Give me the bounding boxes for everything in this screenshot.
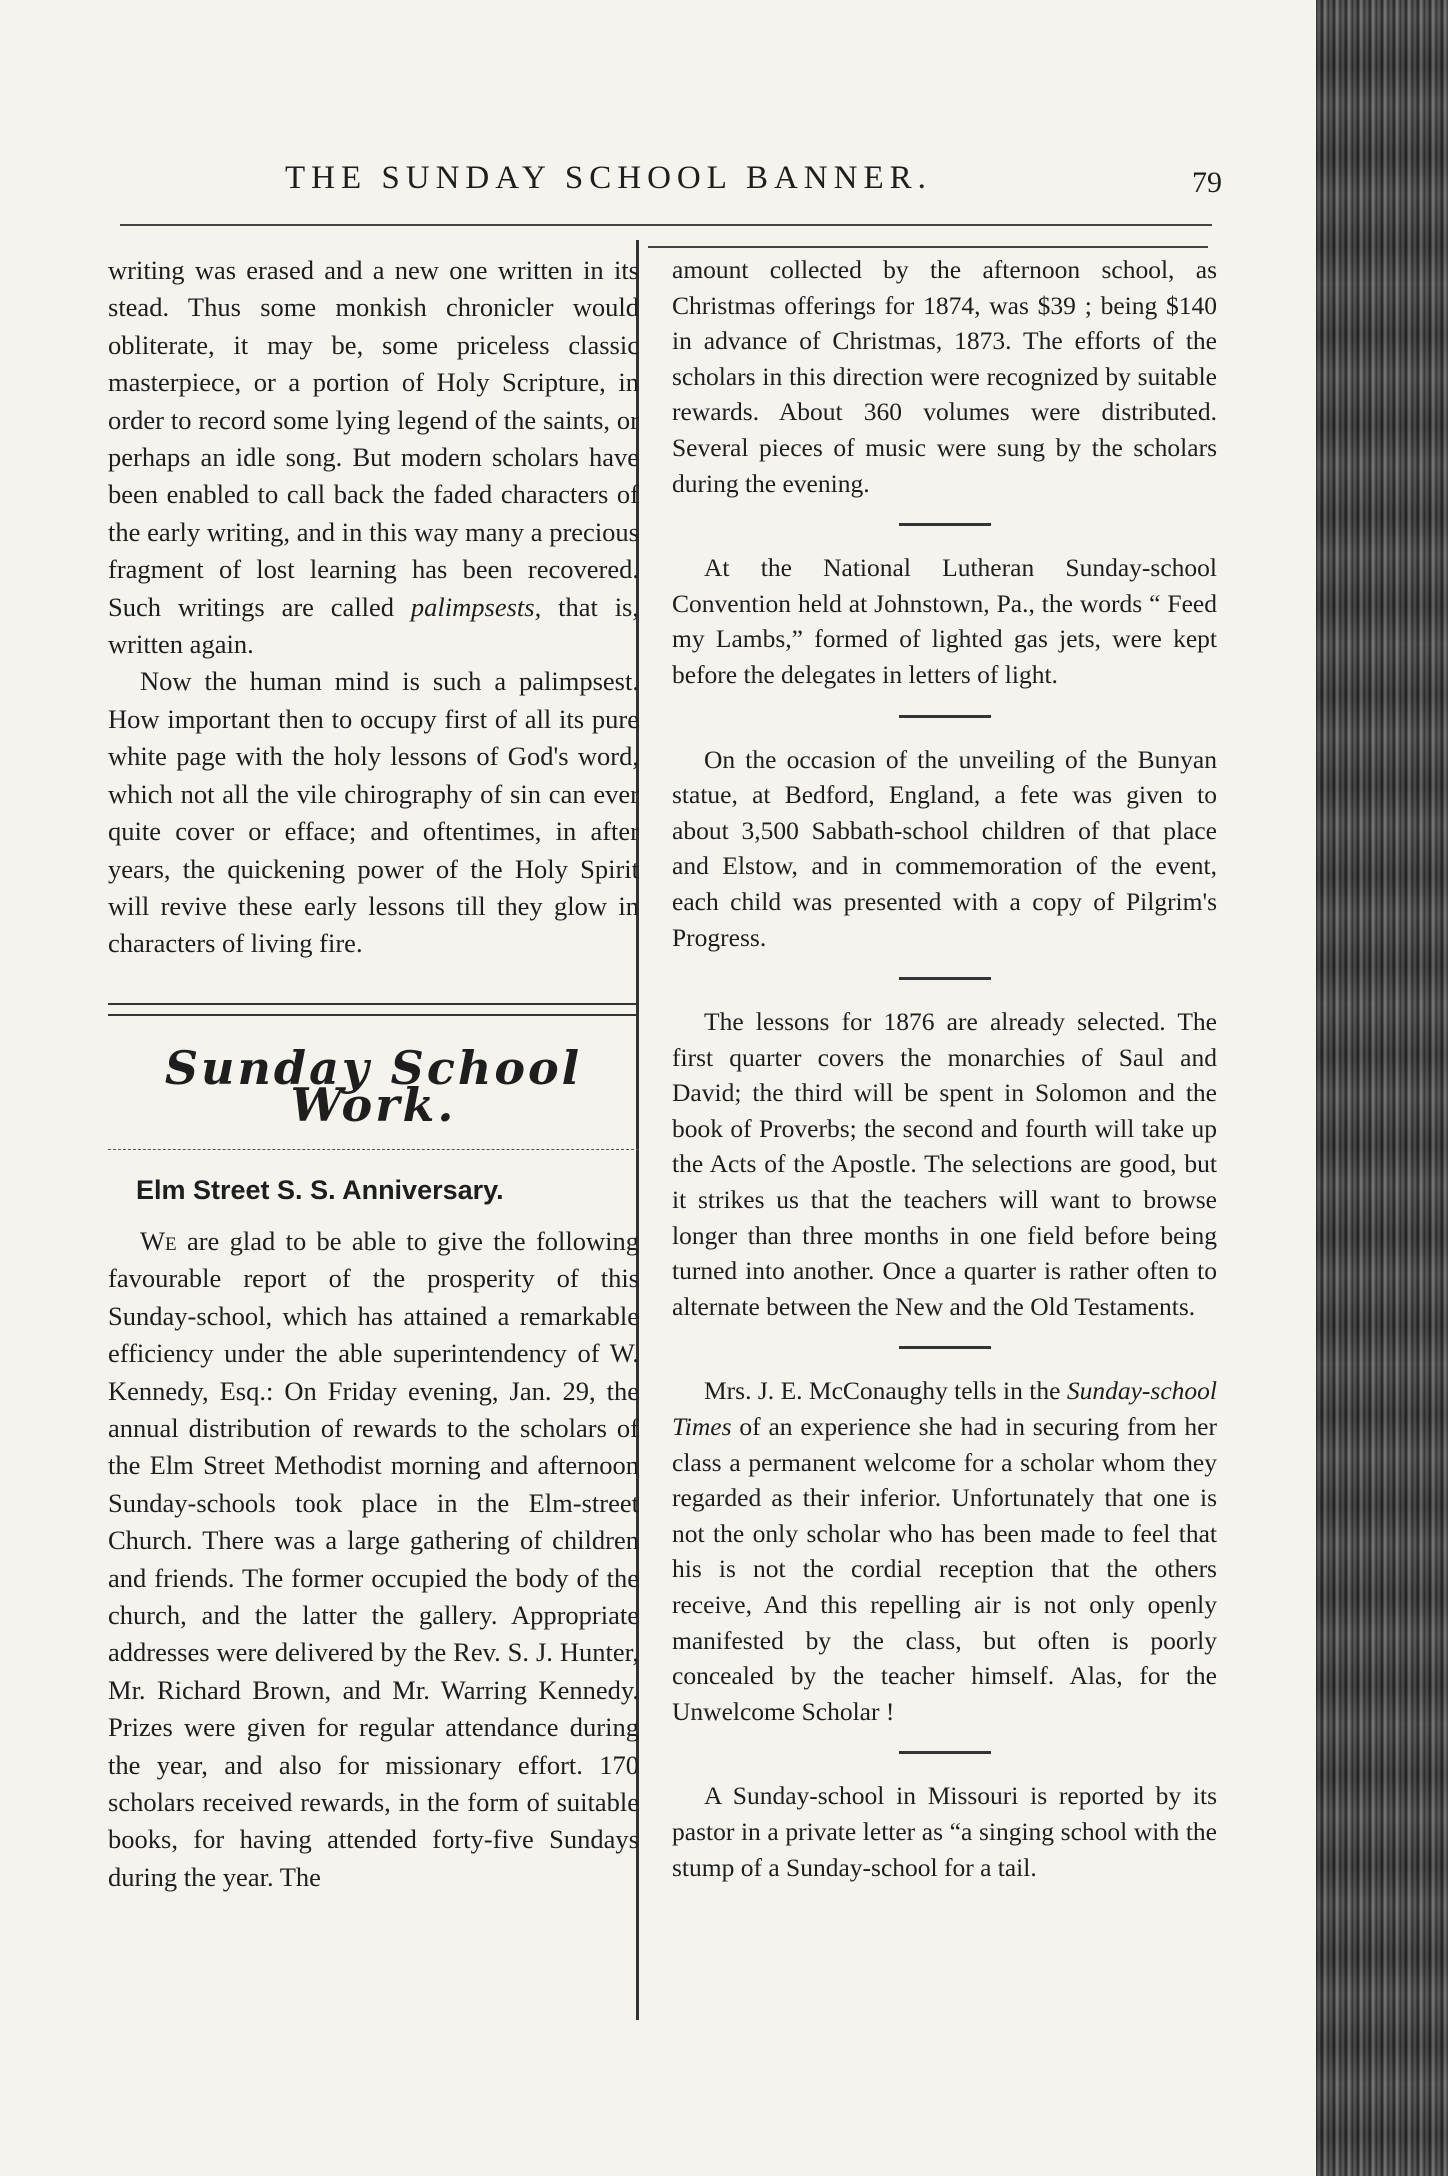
header-title: THE SUNDAY SCHOOL BANNER. <box>285 160 932 196</box>
left-paragraph-2: Now the human mind is such a palimpsest. How important then to occupy first of all its pure white page with the holy lessons of God's word, which not all the vile chirography of sin can ever quite cover or efface; and oftentimes, in after years, the quickening power of the Holy Spirit will revive these early lessons till they glow in characters of living fire. <box>108 666 639 959</box>
palimpsests-term: palimpsests, <box>410 591 542 622</box>
right-paragraph-1: amount collected by the afternoon school, as Christmas offerings for 1874, was $39 ; being $140 in advance of Christmas, 1873. The efforts of the scholars in this direction were recognized by suitable rewards. About 360 volumes were distributed. Several pieces of music were sung by the scholars during the evening. <box>672 255 1217 498</box>
article-body <box>108 1223 639 1896</box>
header-rule-right <box>648 246 1208 248</box>
right-paragraph-5-start: Mrs. J. E. McConaughy tells in the <box>704 1376 1067 1406</box>
section-thin-rule <box>108 1149 639 1150</box>
section-double-rule <box>108 1003 639 1016</box>
right-paragraph-6: A Sunday-school in Missouri is reported by its pastor in a private letter as “a singing school with the stump of a Sunday-school for a tail. <box>672 1781 1217 1882</box>
article-title: Elm Street S. S. Anniversary. <box>136 1174 504 1205</box>
separator-rule <box>899 1346 991 1349</box>
right-paragraph-4: The lessons for 1876 are already selected. The first quarter covers the monarchies of Saul and David; the third will be spent in Solomon and the book of Proverbs; the second and fourth will take up the Acts of the Apostle. The selections are good, but it strikes us that the teachers will want to browse longer than three months in one field before being turned into another. Once a quarter is rather often to alternate between the New and the Old Testaments. <box>672 1007 1217 1321</box>
right-paragraph-2: At the National Lutheran Sunday-school Convention held at Johnstown, Pa., the words “ Feed my Lambs,” formed of lighted gas jets, were kept before the delegates in letters of light. <box>672 553 1217 689</box>
right-paragraph-3: On the occasion of the unveiling of the Bunyan statue, at Bedford, England, a fete was given to about 3,500 Sabbath-school children of that place and Elstow, and in commemoration of the event, each child was presented with a copy of Pilgrim's Progress. <box>672 744 1217 952</box>
right-paragraph-5 <box>672 1373 1217 1729</box>
section-heading: Sunday School Work. <box>164 1040 583 1133</box>
article-dropcap: We <box>140 1225 177 1256</box>
sunday-school-times-title: Sunday-school Times <box>672 1376 1217 1442</box>
left-paragraph-1-text: writing was erased and a new one written in its stead. Thus some monkish chronicler would obliterate, it may be, some priceless classic masterpiece, or a portion of Holy Scripture, in order to record some lying legend of the saints, or perhaps an idle song. But modern scholars have been enabled to call back the faded characters of the early writing, and in this way many a precious fragment of lost learning has been recovered. Such writings are called <box>108 255 639 622</box>
right-paragraph-5-end: of an experience she had in securing from her class a permanent welcome for a scholar whom they regarded as their inferior. Unfortunately that one is not the only scholar who has been made to feel that his is not the cordial reception that the others receive, And this repelling air is not only openly manifested by the class, but often is poorly concealed by the teacher himself. Alas, for the Unwelcome Scholar ! <box>672 1412 1217 1726</box>
separator-rule <box>899 977 991 980</box>
left-paragraph-1 <box>108 252 639 663</box>
book-page-edges <box>1316 0 1448 2176</box>
separator-rule <box>899 715 991 718</box>
running-header <box>120 160 1220 220</box>
page-number: 79 <box>1192 166 1222 199</box>
separator-rule <box>899 1751 991 1754</box>
left-paragraph-1-end: that is, written again. <box>108 591 639 660</box>
header-rule <box>120 224 1212 226</box>
separator-rule <box>899 523 991 526</box>
article-body-text: are glad to be able to give the following favourable report of the prosperity of this Sunday-school, which has attained a remarkable efficiency under the able superintendency of W. Kennedy, Esq.: On Friday evening, Jan. 29, the annual distribution of rewards to the scholars of the Elm Street Methodist morning and afternoon Sunday-schools took place in the Elm-street Church. There was a large gathering of children and friends. The former occupied the body of the church, and the latter the gallery. Appropriate addresses were delivered by the Rev. S. J. Hunter, Mr. Richard Brown, and Mr. Warring Kennedy. Prizes were given for regular attendance during the year, and also for missionary effort. 170 scholars received rewards, in the form of suitable books, for having attended forty-five Sundays during the year. The <box>108 1225 639 1892</box>
left-column <box>108 252 639 1896</box>
right-column <box>672 252 1217 1885</box>
